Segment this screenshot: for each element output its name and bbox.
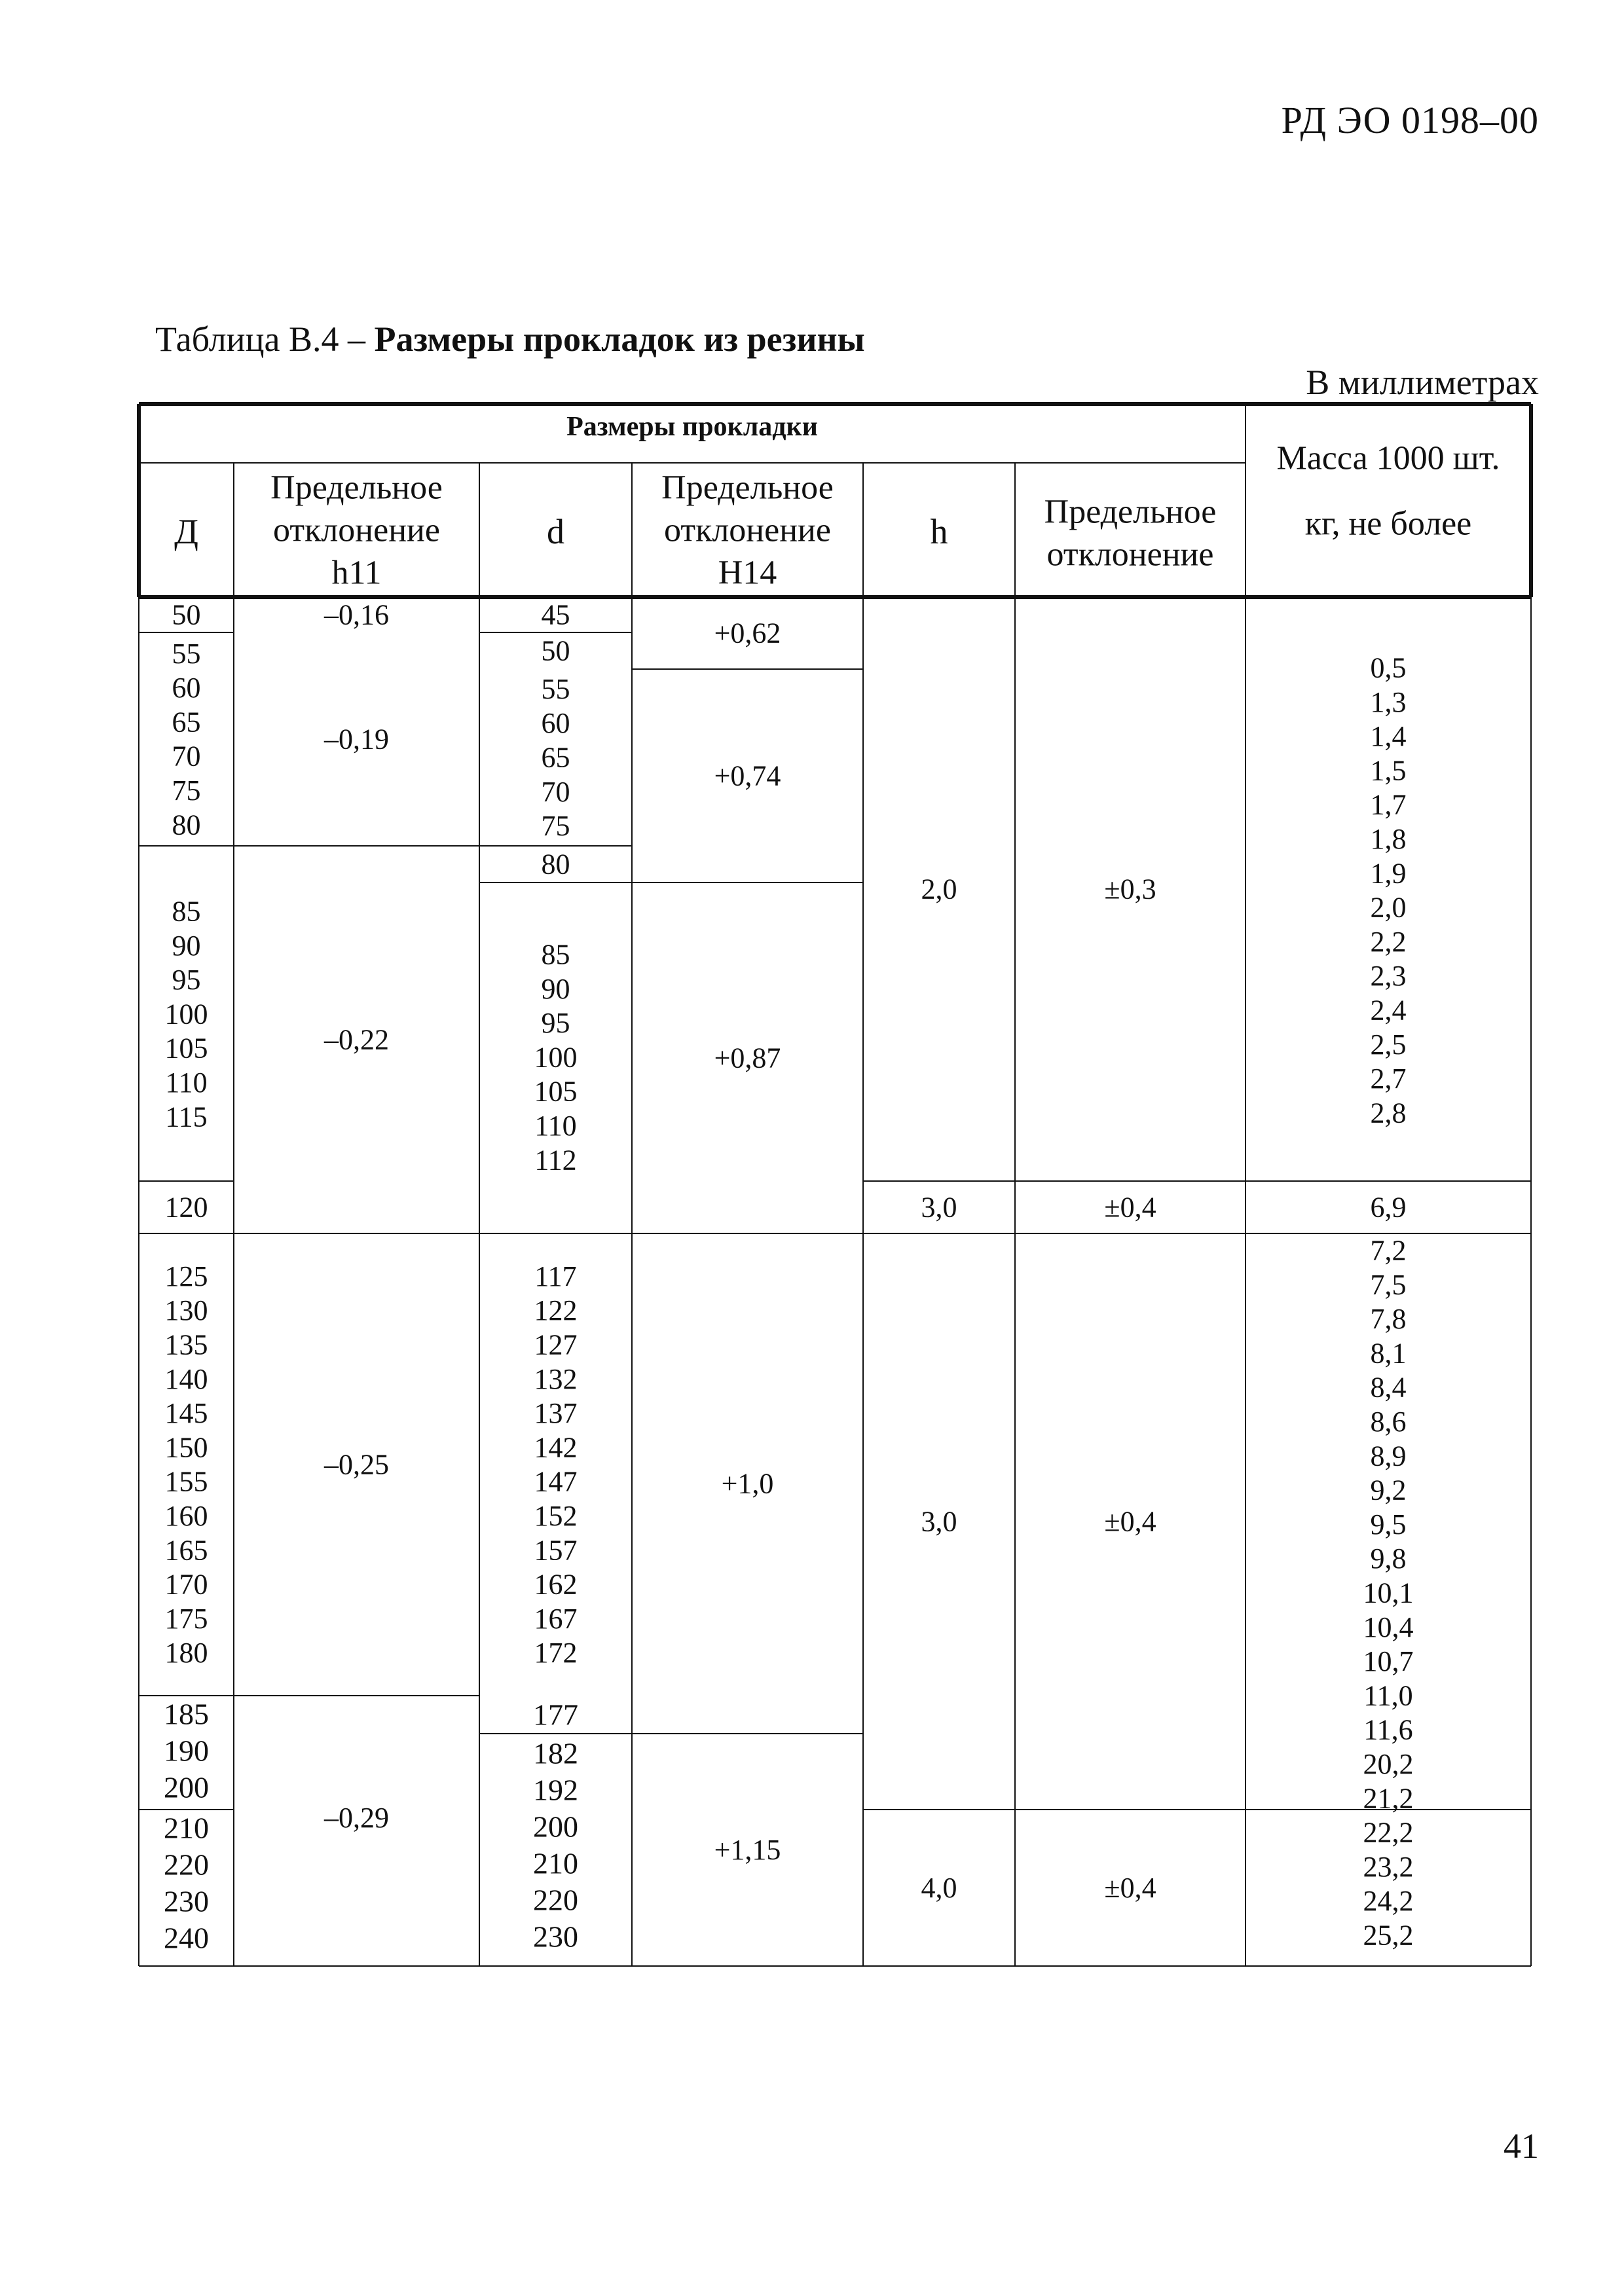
d-value: 200 <box>533 1810 578 1844</box>
D-value: 180 <box>164 1637 208 1669</box>
D-value: 90 <box>172 929 201 962</box>
h-value: 2,0 <box>921 873 957 905</box>
h11-deviation: –0,25 <box>324 1448 389 1481</box>
header-H14-label: Предельное <box>661 469 834 507</box>
header-h11-label: h11 <box>331 554 382 592</box>
D-value: 125 <box>164 1260 208 1292</box>
D-value: 75 <box>172 774 201 807</box>
units-note: В миллиметрах <box>1306 363 1539 402</box>
d-value: 182 <box>533 1736 578 1770</box>
D-value: 200 <box>164 1770 209 1804</box>
header-dev-h-label: Предельное <box>1044 493 1217 531</box>
D-value: 65 <box>172 706 201 738</box>
d-value: 110 <box>534 1110 577 1142</box>
h-value: 3,0 <box>921 1505 957 1538</box>
H14-deviation: +0,74 <box>714 759 781 792</box>
mass-value: 23,2 <box>1363 1850 1414 1883</box>
h-deviation: ±0,4 <box>1104 1191 1156 1224</box>
d-value: 65 <box>541 741 570 774</box>
h-value: 4,0 <box>921 1872 957 1904</box>
h11-deviation: –0,29 <box>324 1802 389 1834</box>
H14-deviation: +0,87 <box>714 1042 781 1074</box>
H14-deviation: +0,62 <box>714 617 781 649</box>
d-value: 152 <box>534 1499 578 1532</box>
D-value: 80 <box>172 809 201 841</box>
d-value: 127 <box>534 1328 578 1361</box>
mass-value: 2,3 <box>1370 960 1407 993</box>
d-value: 172 <box>534 1637 578 1669</box>
mass-value: 20,2 <box>1363 1748 1414 1780</box>
mass-value: 8,4 <box>1370 1371 1407 1404</box>
mass-value: 8,9 <box>1370 1440 1407 1472</box>
h-value: 3,0 <box>921 1191 957 1224</box>
mass-value: 7,5 <box>1370 1268 1407 1301</box>
d-value: 177 <box>533 1698 578 1732</box>
h-deviation: ±0,3 <box>1104 873 1156 905</box>
d-value: 112 <box>534 1144 577 1176</box>
header-d-label: d <box>547 512 564 551</box>
D-value: 210 <box>164 1811 209 1845</box>
d-value: 100 <box>534 1041 578 1074</box>
mass-value: 11,6 <box>1363 1713 1413 1746</box>
d-value: 105 <box>534 1075 578 1108</box>
page-number: 41 <box>1504 2126 1539 2166</box>
d-value: 70 <box>541 775 570 808</box>
D-value: 110 <box>165 1066 208 1099</box>
d-value: 50 <box>541 634 570 667</box>
d-value: 220 <box>533 1883 578 1917</box>
header-mass-label: Масса 1000 шт. <box>1276 439 1500 477</box>
d-value: 80 <box>541 848 570 881</box>
H14-deviation: +1,0 <box>721 1467 774 1500</box>
mass-value: 1,9 <box>1370 857 1407 890</box>
document-code: РД ЭО 0198–00 <box>1281 99 1539 141</box>
mass-value: 9,8 <box>1370 1542 1407 1575</box>
D-value: 60 <box>172 672 201 704</box>
mass-value: 11,0 <box>1363 1679 1413 1712</box>
D-value: 145 <box>164 1397 208 1430</box>
mass-value: 25,2 <box>1363 1919 1414 1952</box>
mass-value: 2,0 <box>1370 891 1407 924</box>
h-deviation: ±0,4 <box>1104 1872 1156 1904</box>
table-caption-prefix: Таблица В.4 – <box>155 319 375 359</box>
d-value: 147 <box>534 1465 578 1498</box>
d-value: 192 <box>533 1773 578 1807</box>
mass-value: 6,9 <box>1370 1191 1407 1224</box>
mass-value: 2,7 <box>1370 1063 1407 1095</box>
d-value: 230 <box>533 1920 578 1954</box>
mass-value: 10,7 <box>1363 1645 1414 1678</box>
D-value: 150 <box>164 1431 208 1464</box>
D-value: 240 <box>164 1921 209 1955</box>
header-dev-h-label: отклонение <box>1046 536 1214 574</box>
d-value: 60 <box>541 707 570 740</box>
D-value: 105 <box>164 1032 208 1065</box>
mass-value: 0,5 <box>1370 651 1407 684</box>
mass-value: 24,2 <box>1363 1885 1414 1918</box>
mass-value: 21,2 <box>1363 1782 1414 1815</box>
mass-value: 7,8 <box>1370 1303 1407 1336</box>
header-D-label: Д <box>174 512 198 551</box>
D-value: 165 <box>164 1534 208 1567</box>
d-value: 210 <box>533 1846 578 1880</box>
D-value: 155 <box>164 1465 208 1498</box>
d-value: 95 <box>541 1007 570 1040</box>
D-value: 230 <box>164 1884 209 1918</box>
D-value: 55 <box>172 637 201 670</box>
D-value: 85 <box>172 895 201 928</box>
D-value: 50 <box>172 598 201 631</box>
h11-deviation: –0,19 <box>324 723 389 756</box>
D-value: 170 <box>164 1568 208 1601</box>
mass-value: 8,6 <box>1370 1406 1407 1438</box>
header-h-label: h <box>930 512 948 551</box>
mass-value: 10,4 <box>1363 1611 1414 1643</box>
mass-value: 1,3 <box>1370 685 1407 718</box>
header-h11-label: отклонение <box>273 511 440 549</box>
mass-value: 9,5 <box>1370 1508 1407 1540</box>
h-deviation: ±0,4 <box>1104 1505 1156 1538</box>
mass-value: 2,8 <box>1370 1097 1407 1129</box>
mass-value: 9,2 <box>1370 1474 1407 1506</box>
D-value: 70 <box>172 740 201 773</box>
d-value: 75 <box>541 810 570 843</box>
header-group-title: Размеры прокладки <box>566 412 818 442</box>
mass-value: 1,4 <box>1370 720 1407 753</box>
d-value: 132 <box>534 1362 578 1395</box>
D-value: 140 <box>164 1362 208 1395</box>
D-value: 120 <box>164 1191 208 1224</box>
D-value: 95 <box>172 964 201 996</box>
H14-deviation: +1,15 <box>714 1834 781 1866</box>
D-value: 175 <box>164 1602 208 1635</box>
header-H14-label: H14 <box>718 554 777 592</box>
header-H14-label: отклонение <box>664 511 831 549</box>
mass-value: 1,8 <box>1370 823 1407 855</box>
d-value: 85 <box>541 938 570 971</box>
mass-value: 7,2 <box>1370 1234 1407 1267</box>
D-value: 190 <box>164 1734 209 1768</box>
d-value: 45 <box>541 598 570 631</box>
header-mass-label: кг, не более <box>1304 505 1472 543</box>
table-caption-title: Размеры прокладок из резины <box>374 319 865 359</box>
D-value: 115 <box>165 1101 208 1133</box>
d-value: 55 <box>541 672 570 705</box>
d-value: 117 <box>534 1260 577 1292</box>
d-value: 167 <box>534 1602 578 1635</box>
d-value: 137 <box>534 1397 578 1430</box>
D-value: 160 <box>164 1499 208 1532</box>
d-value: 90 <box>541 972 570 1005</box>
D-value: 185 <box>164 1697 209 1731</box>
mass-value: 2,4 <box>1370 994 1407 1027</box>
D-value: 100 <box>164 998 208 1030</box>
d-value: 157 <box>534 1534 578 1567</box>
h11-deviation: –0,22 <box>324 1023 389 1056</box>
d-value: 122 <box>534 1294 578 1327</box>
d-value: 142 <box>534 1431 578 1464</box>
mass-value: 8,1 <box>1370 1337 1407 1370</box>
h11-deviation: –0,16 <box>324 598 389 631</box>
mass-value: 22,2 <box>1363 1816 1414 1849</box>
D-value: 130 <box>164 1294 208 1327</box>
mass-value: 2,5 <box>1370 1028 1407 1061</box>
mass-value: 2,2 <box>1370 925 1407 958</box>
header-h11-label: Предельное <box>270 469 443 507</box>
mass-value: 1,5 <box>1370 754 1407 787</box>
D-value: 135 <box>164 1328 208 1361</box>
d-value: 162 <box>534 1568 578 1601</box>
D-value: 220 <box>164 1848 209 1882</box>
mass-value: 10,1 <box>1363 1576 1414 1609</box>
mass-value: 1,7 <box>1370 788 1407 821</box>
